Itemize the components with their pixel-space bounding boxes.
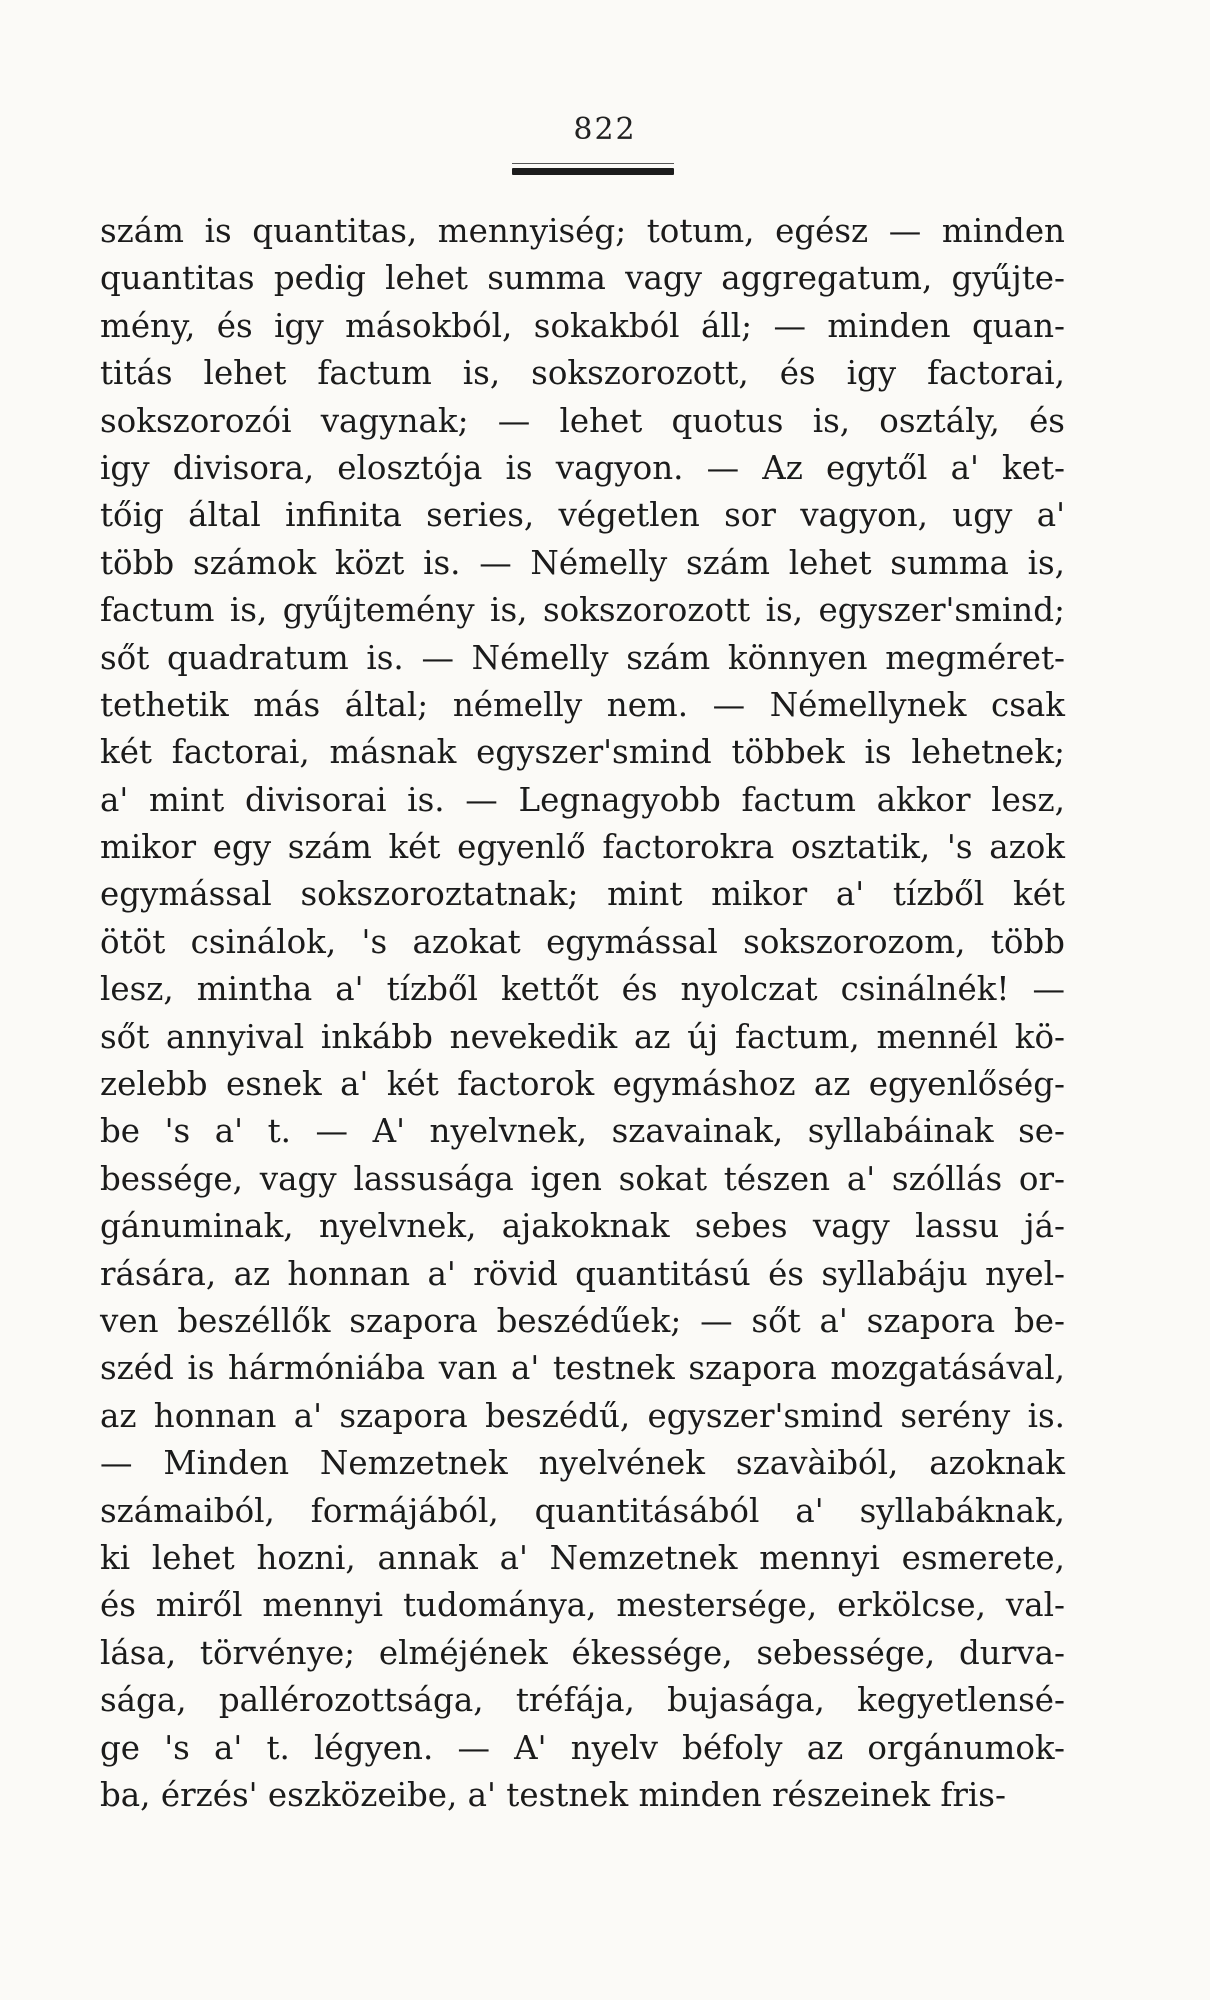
text-line: titás lehet factum is, sokszorozott, és igy factorai, xyxy=(100,354,1065,393)
text-line: sága, pallérozottsága, tréfája, bujasága, kegyetlensé- xyxy=(100,1681,1065,1720)
text-line: ba, érzés' eszközeibe, a' testnek minden részeinek fris- xyxy=(100,1775,1006,1814)
text-line: zelebb esnek a' két factorok egymáshoz az egyenlőség- xyxy=(100,1065,1065,1104)
text-line: quantitas pedig lehet summa vagy aggregatum, gyűjte- xyxy=(100,259,1065,298)
text-line: és miről mennyi tudománya, mestersége, erkölcse, val- xyxy=(100,1586,1065,1625)
text-line: igy divisora, elosztója is vagyon. — Az egytől a' ket- xyxy=(100,448,1065,487)
text-line: két factorai, másnak egyszer'smind többek is lehetnek; xyxy=(100,733,1065,772)
text-line: mikor egy szám két egyenlő factorokra osztatik, 's azok xyxy=(100,828,1065,867)
text-line: több számok közt is. — Némelly szám lehet summa is, xyxy=(100,543,1065,582)
text-line: tőig által infinita series, végetlen sor vagyon, ugy a' xyxy=(100,496,1065,535)
text-line: ven beszéllők szapora beszédűek; — sőt a' szapora be- xyxy=(100,1301,1065,1340)
text-line: egymással sokszoroztatnak; mint mikor a' tízből két xyxy=(100,875,1065,914)
text-line: lesz, mintha a' tízből kettőt és nyolczat csinálnék! — xyxy=(100,970,1065,1009)
text-line: tethetik más által; némelly nem. — Némellynek csak xyxy=(100,685,1065,724)
text-line: az honnan a' szapora beszédű, egyszer'smind serény is. xyxy=(100,1396,1065,1435)
text-line: rására, az honnan a' rövid quantitású és syllabáju nyel- xyxy=(100,1254,1065,1293)
text-line: sőt quadratum is. — Némelly szám könnyen megméret- xyxy=(100,638,1065,677)
text-line: számaiból, formájából, quantitásából a' syllabáknak, xyxy=(100,1491,1065,1530)
text-line: bessége, vagy lassusága igen sokat tészen a' szóllás or- xyxy=(100,1159,1065,1198)
text-line: mény, és igy másokból, sokakból áll; — minden quan- xyxy=(100,306,1065,345)
text-line: ötöt csinálok, 's azokat egymással sokszorozom, több xyxy=(100,922,1065,961)
page-number: 822 xyxy=(573,112,637,147)
text-line: széd is hármóniába van a' testnek szapora mozgatásával, xyxy=(100,1349,1065,1388)
header-rule xyxy=(512,168,674,175)
text-line: ge 's a' t. légyen. — A' nyelv béfoly az orgánumok- xyxy=(100,1728,1065,1767)
text-line: gánuminak, nyelvnek, ajakoknak sebes vagy lassu já- xyxy=(100,1207,1065,1246)
text-line: factum is, gyűjtemény is, sokszorozott is, egyszer'smind; xyxy=(100,591,1065,630)
text-line: lása, törvénye; elméjének ékessége, sebessége, durva- xyxy=(100,1633,1065,1672)
text-line: be 's a' t. — A' nyelvnek, szavainak, syllabáinak se- xyxy=(100,1112,1065,1151)
text-line: szám is quantitas, mennyiség; totum, egész — minden xyxy=(100,212,1065,250)
text-line: a' mint divisorai is. — Legnagyobb factum akkor lesz, xyxy=(100,780,1065,819)
text-line: ki lehet hozni, annak a' Nemzetnek mennyi esmerete, xyxy=(100,1538,1065,1577)
text-line: sokszorozói vagynak; — lehet quotus is, osztály, és xyxy=(100,401,1065,440)
text-line: — Minden Nemzetnek nyelvének szavàiból, azoknak xyxy=(100,1444,1065,1483)
text-line: sőt annyival inkább nevekedik az új factum, mennél kö- xyxy=(100,1017,1065,1056)
body-text xyxy=(100,208,1065,1819)
